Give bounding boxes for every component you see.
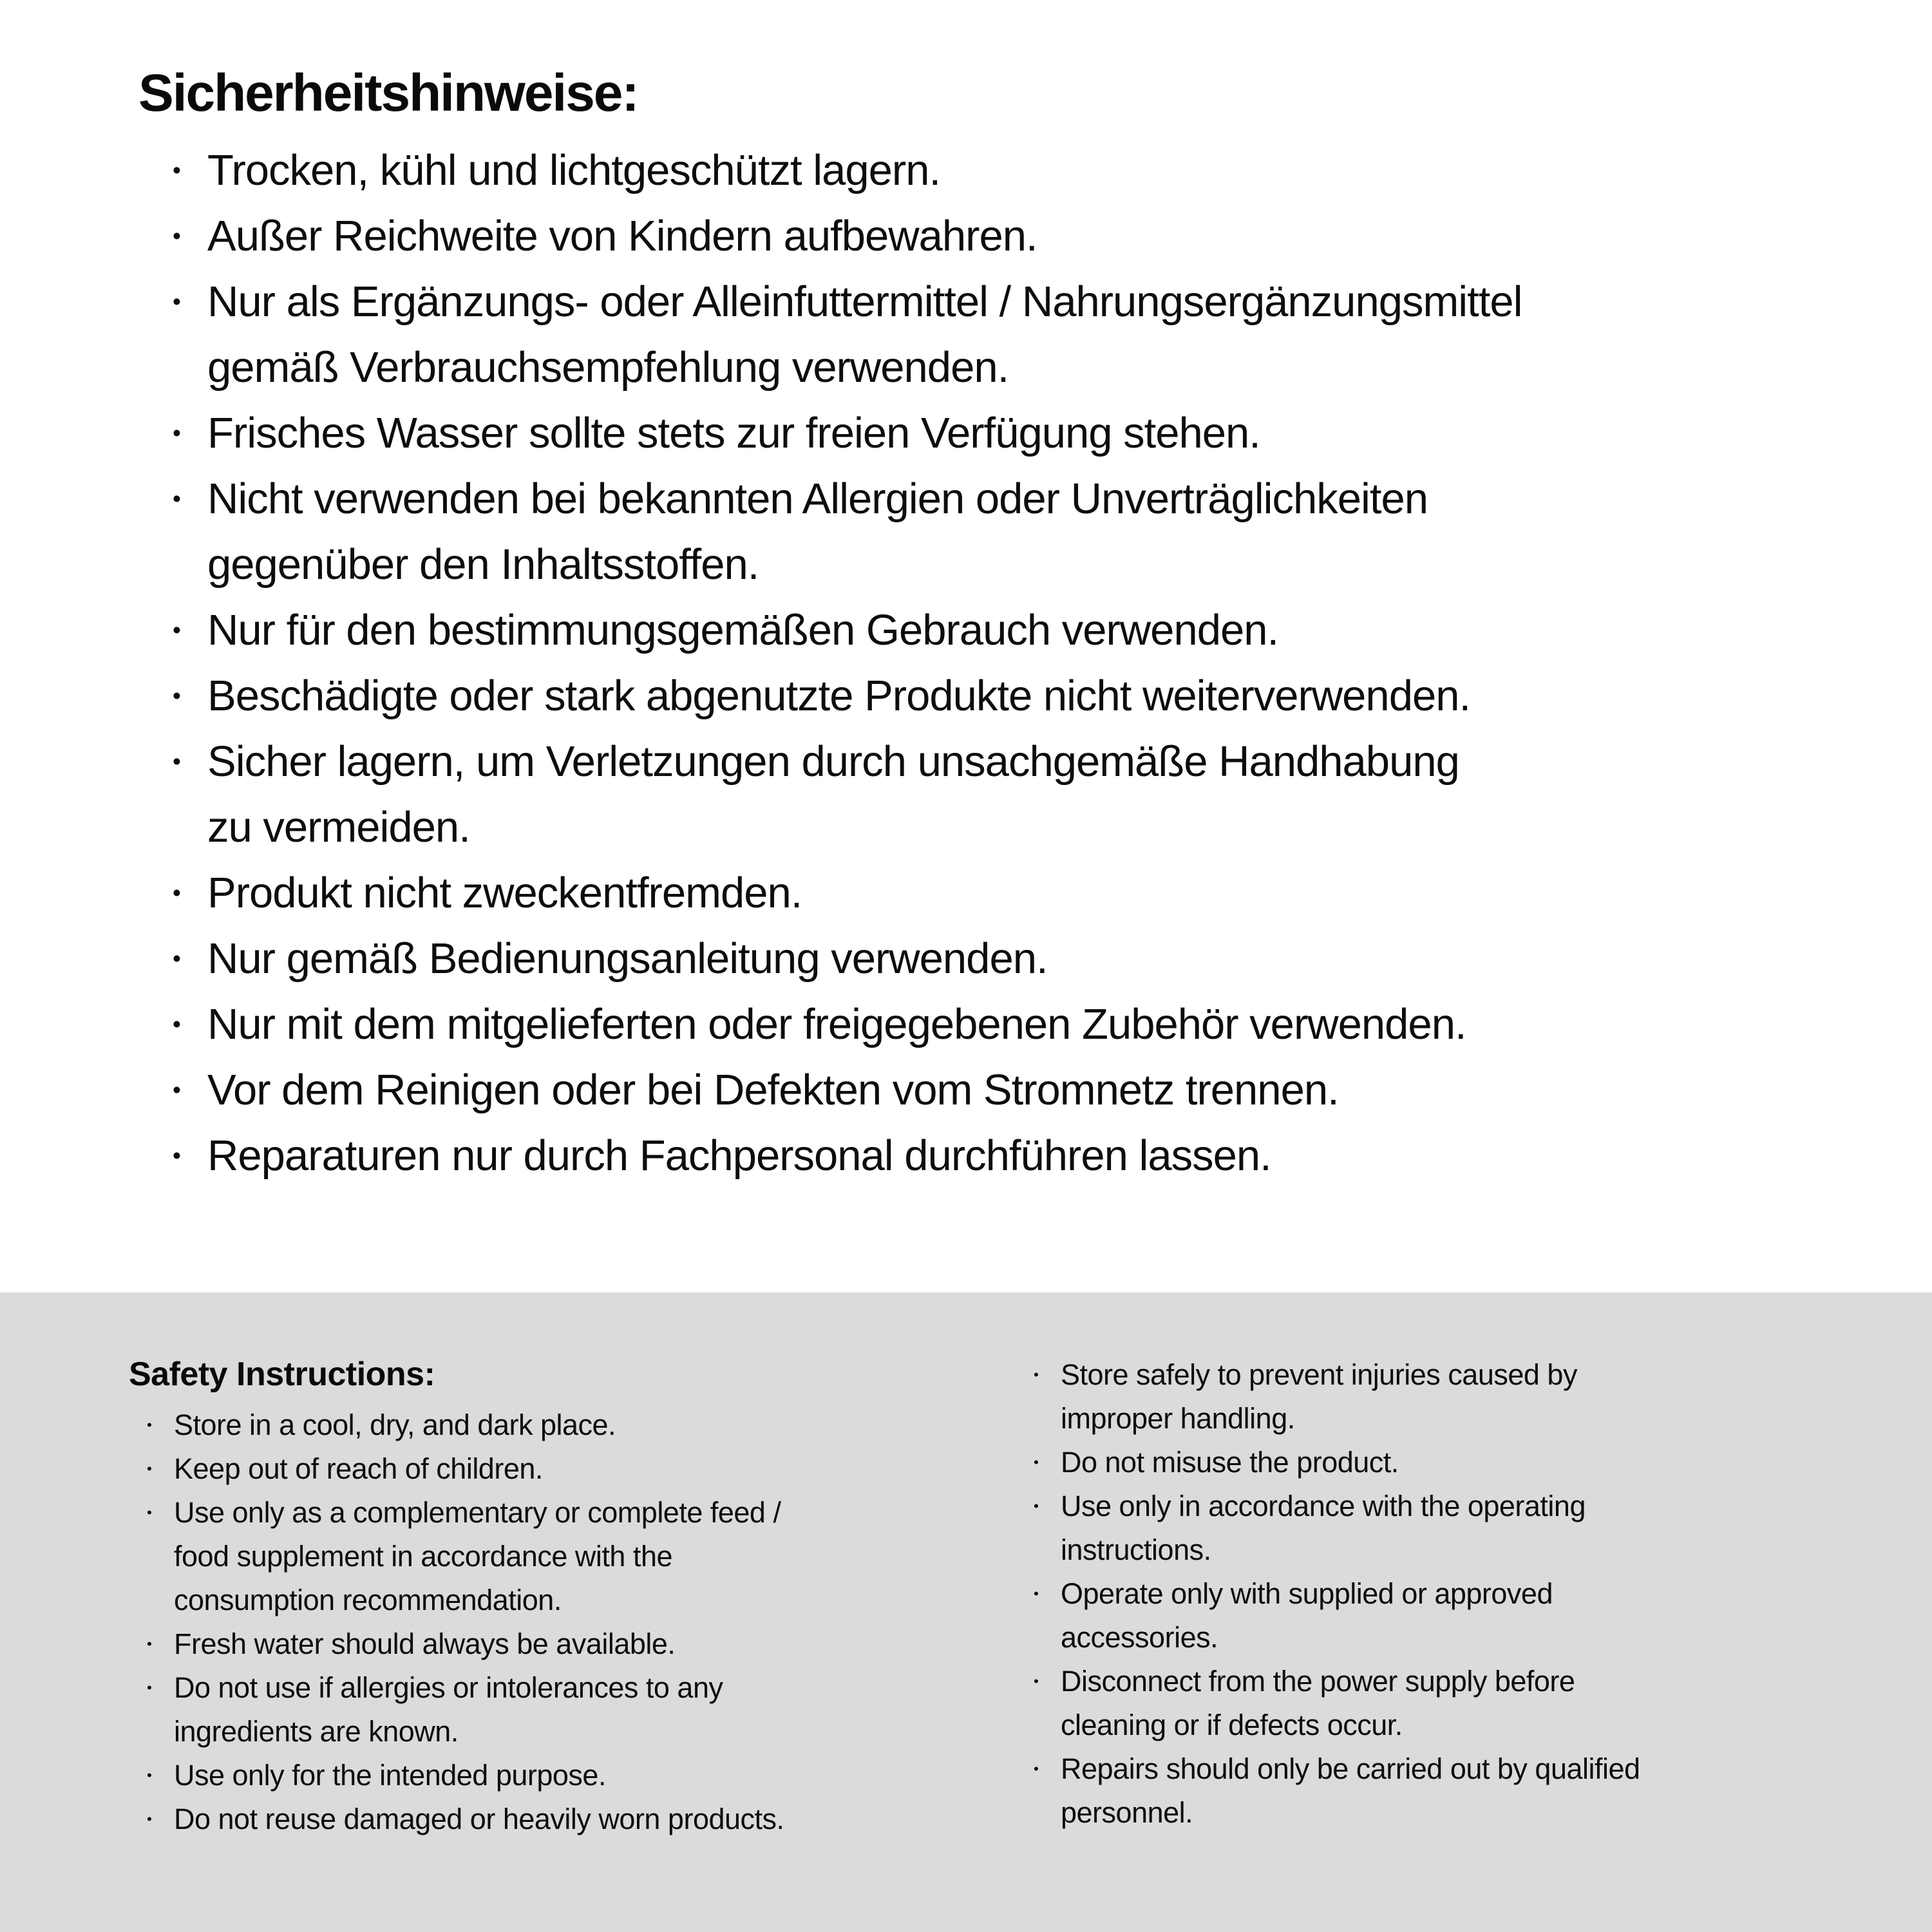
list-item: [1034, 1660, 1871, 1747]
bullet-icon: •: [1034, 1761, 1039, 1777]
bullet-text: Do not use if allergies or intolerances to any ingredients are known.: [174, 1671, 723, 1748]
list-item: [173, 729, 1860, 860]
bullet-text: Produkt nicht zweckentfremden.: [207, 869, 802, 917]
list-item: [147, 1447, 984, 1491]
list-item: [147, 1797, 984, 1841]
bullet-text: Use only for the intended purpose.: [174, 1759, 606, 1792]
bullet-text: Reparaturen nur durch Fachpersonal durchführen lassen.: [207, 1132, 1271, 1180]
bullet-text: Nur mit dem mitgelieferten oder freigegebenen Zubehör verwenden.: [207, 1000, 1466, 1048]
bullet-text: Nur für den bestimmungsgemäßen Gebrauch verwenden.: [207, 606, 1279, 654]
bullet-text: Fresh water should always be available.: [174, 1627, 676, 1660]
bullet-icon: •: [1034, 1498, 1039, 1514]
bullet-text: Keep out of reach of children.: [174, 1452, 543, 1485]
german-bullet-list: [173, 138, 1860, 1189]
bullet-icon: •: [173, 223, 180, 249]
bullet-text: Disconnect from the power supply before cleaning or if defects occur.: [1061, 1665, 1575, 1741]
list-item: [173, 204, 1860, 269]
bullet-text: Beschädigte oder stark abgenutzte Produkte nicht weiterverwenden.: [207, 672, 1471, 720]
english-bullet-list-right: [1034, 1353, 1871, 1835]
bullet-text: Nicht verwenden bei bekannten Allergien oder Unverträglichkeiten gegenüber den Inhaltsstoffen.: [207, 475, 1428, 589]
bullet-icon: •: [173, 486, 180, 512]
bullet-icon: •: [147, 1417, 152, 1433]
bullet-text: Sicher lagern, um Verletzungen durch unsachgemäße Handhabung zu vermeiden.: [207, 737, 1459, 851]
bullet-icon: •: [1034, 1367, 1039, 1383]
bullet-icon: •: [147, 1504, 152, 1520]
list-item: [173, 1057, 1860, 1123]
bullet-text: Do not misuse the product.: [1061, 1446, 1399, 1479]
bullet-icon: •: [147, 1461, 152, 1477]
list-item: [173, 598, 1860, 663]
list-item: [147, 1754, 984, 1797]
bullet-icon: •: [173, 748, 180, 775]
list-item: [147, 1403, 984, 1447]
list-item: [173, 401, 1860, 466]
list-item: [173, 1123, 1860, 1189]
bullet-icon: •: [147, 1767, 152, 1783]
bullet-text: Trocken, kühl und lichtgeschützt lagern.: [207, 146, 941, 194]
bullet-icon: •: [173, 683, 180, 709]
bullet-icon: •: [173, 1011, 180, 1037]
bullet-icon: •: [173, 617, 180, 643]
bullet-icon: •: [173, 945, 180, 972]
bullet-text: Store in a cool, dry, and dark place.: [174, 1408, 616, 1441]
list-item: [147, 1491, 984, 1622]
bullet-text: Vor dem Reinigen oder bei Defekten vom Stromnetz trennen.: [207, 1066, 1339, 1114]
bullet-icon: •: [147, 1680, 152, 1696]
list-item: [1034, 1353, 1871, 1441]
bullet-text: Nur als Ergänzungs- oder Alleinfuttermittel / Nahrungsergänzungsmittel gemäß Verbrauchsempfehlung verwenden.: [207, 278, 1522, 392]
list-item: [173, 466, 1860, 598]
bullet-icon: •: [1034, 1673, 1039, 1689]
list-item: [147, 1622, 984, 1666]
bullet-icon: •: [173, 1142, 180, 1169]
bullet-icon: •: [173, 289, 180, 315]
bullet-icon: •: [173, 157, 180, 184]
english-section-title: Safety Instructions:: [129, 1356, 435, 1393]
list-item: [1034, 1747, 1871, 1835]
bullet-icon: •: [173, 420, 180, 446]
bullet-icon: •: [147, 1636, 152, 1652]
bullet-icon: •: [173, 880, 180, 906]
list-item: [173, 663, 1860, 729]
list-item: [173, 992, 1860, 1057]
bullet-icon: •: [147, 1811, 152, 1827]
list-item: [147, 1666, 984, 1754]
bullet-icon: •: [1034, 1586, 1039, 1602]
bullet-text: Repairs should only be carried out by qualified personnel.: [1061, 1752, 1640, 1829]
list-item: [173, 138, 1860, 204]
bullet-text: Store safely to prevent injuries caused by improper handling.: [1061, 1358, 1577, 1435]
bullet-text: Use only in accordance with the operating instructions.: [1061, 1490, 1586, 1566]
bullet-text: Frisches Wasser sollte stets zur freien Verfügung stehen.: [207, 409, 1260, 457]
list-item: [1034, 1484, 1871, 1572]
bullet-text: Außer Reichweite von Kindern aufbewahren.: [207, 212, 1037, 260]
bullet-icon: •: [173, 1077, 180, 1103]
bullet-icon: •: [1034, 1454, 1039, 1470]
list-item: [173, 926, 1860, 992]
english-bullet-list-left: [147, 1403, 984, 1841]
english-section: [0, 1293, 1932, 1932]
bullet-text: Do not reuse damaged or heavily worn products.: [174, 1803, 784, 1835]
list-item: [173, 269, 1860, 401]
bullet-text: Operate only with supplied or approved accessories.: [1061, 1577, 1553, 1654]
bullet-text: Use only as a complementary or complete feed / food supplement in accordance with the consumption recommendation.: [174, 1496, 781, 1616]
german-section-title: Sicherheitshinweise:: [138, 64, 638, 122]
list-item: [173, 860, 1860, 926]
list-item: [1034, 1441, 1871, 1484]
bullet-text: Nur gemäß Bedienungsanleitung verwenden.: [207, 934, 1048, 983]
list-item: [1034, 1572, 1871, 1660]
